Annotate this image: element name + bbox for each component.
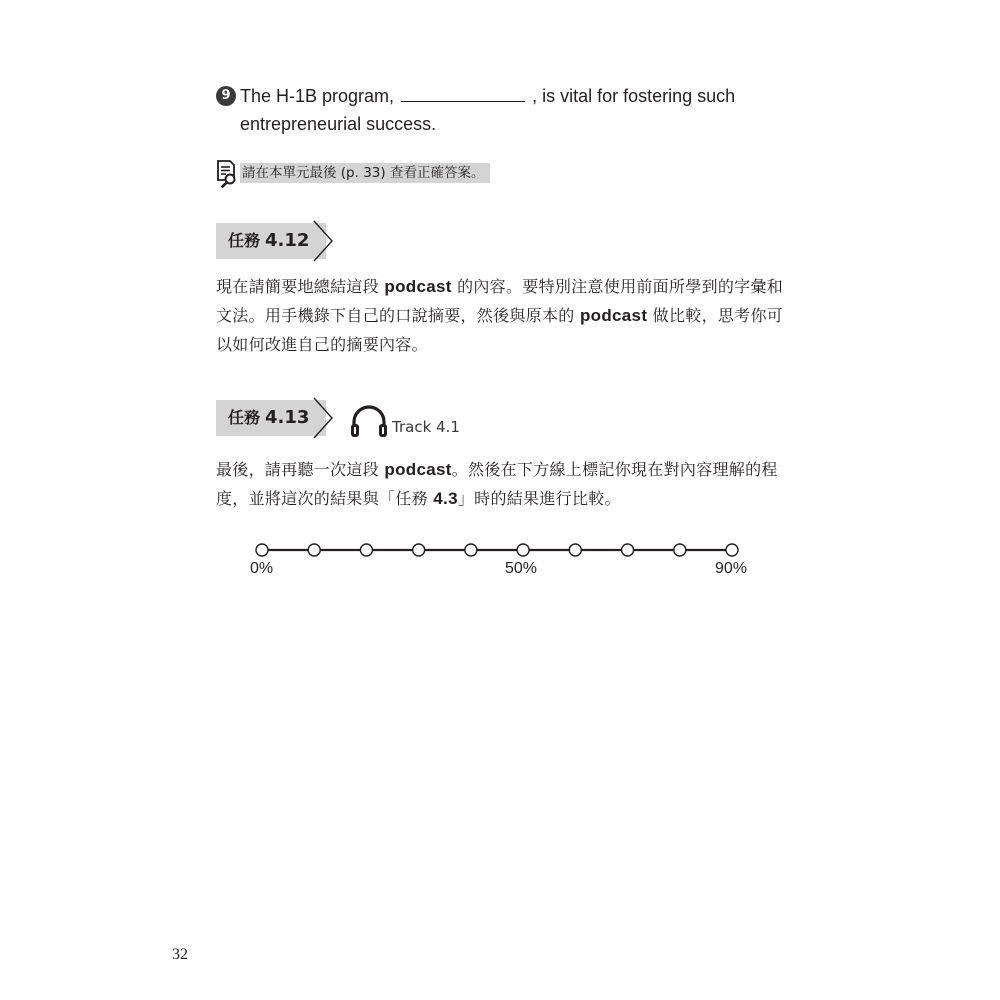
document-search-icon xyxy=(216,160,240,188)
track-label[interactable]: Track 4.1 xyxy=(392,418,460,436)
scale-point[interactable] xyxy=(308,544,320,556)
scale-point[interactable] xyxy=(256,544,268,556)
question-text-line2: entrepreneurial success. xyxy=(240,114,437,134)
chevron-right-icon xyxy=(310,219,334,263)
scale-point[interactable] xyxy=(465,544,477,556)
answer-hint: 請在本單元最後 (p. 33) 查看正確答案。 xyxy=(240,163,490,183)
question-text-before-blank: The H-1B program, xyxy=(240,86,395,106)
task-label: 任務 xyxy=(228,408,261,427)
chevron-right-icon xyxy=(310,396,334,440)
comprehension-scale xyxy=(250,538,750,582)
scale-point[interactable] xyxy=(622,544,634,556)
headphones-icon[interactable] xyxy=(350,405,388,439)
task-4-12-instructions: 現在請簡要地總結這段 podcast 的內容。要特別注意使用前面所學到的字彙和文法。用手機錄下自己的口說摘要，然後與原本的 podcast 做比較，思考你可以如何改進自己的摘要內容。 xyxy=(216,277,784,354)
task-label: 任務 xyxy=(228,231,261,250)
task-4-13-instructions: 最後，請再聽一次這段 podcast。然後在下方線上標記你現在對內容理解的程度，並將這次的結果與「任務 4.3」時的結果進行比較。 xyxy=(216,460,778,508)
page-number: 32 xyxy=(172,946,188,963)
scale-point[interactable] xyxy=(674,544,686,556)
task-number: 4.12 xyxy=(265,230,310,251)
scale-point[interactable] xyxy=(413,544,425,556)
question-text-after-blank: , is vital for fostering such xyxy=(532,86,736,106)
answer-blank[interactable] xyxy=(401,87,525,102)
task-number: 4.13 xyxy=(265,407,310,428)
scale-label-middle: 50% xyxy=(505,560,538,577)
scale-point[interactable] xyxy=(360,544,372,556)
scale-label-start: 0% xyxy=(250,560,274,577)
scale-point[interactable] xyxy=(726,544,738,556)
question-number-badge: 9 xyxy=(216,86,236,106)
scale-label-end: 90% xyxy=(715,560,748,577)
question-text-line1 xyxy=(240,84,735,108)
scale-point[interactable] xyxy=(569,544,581,556)
scale-point[interactable] xyxy=(517,544,529,556)
